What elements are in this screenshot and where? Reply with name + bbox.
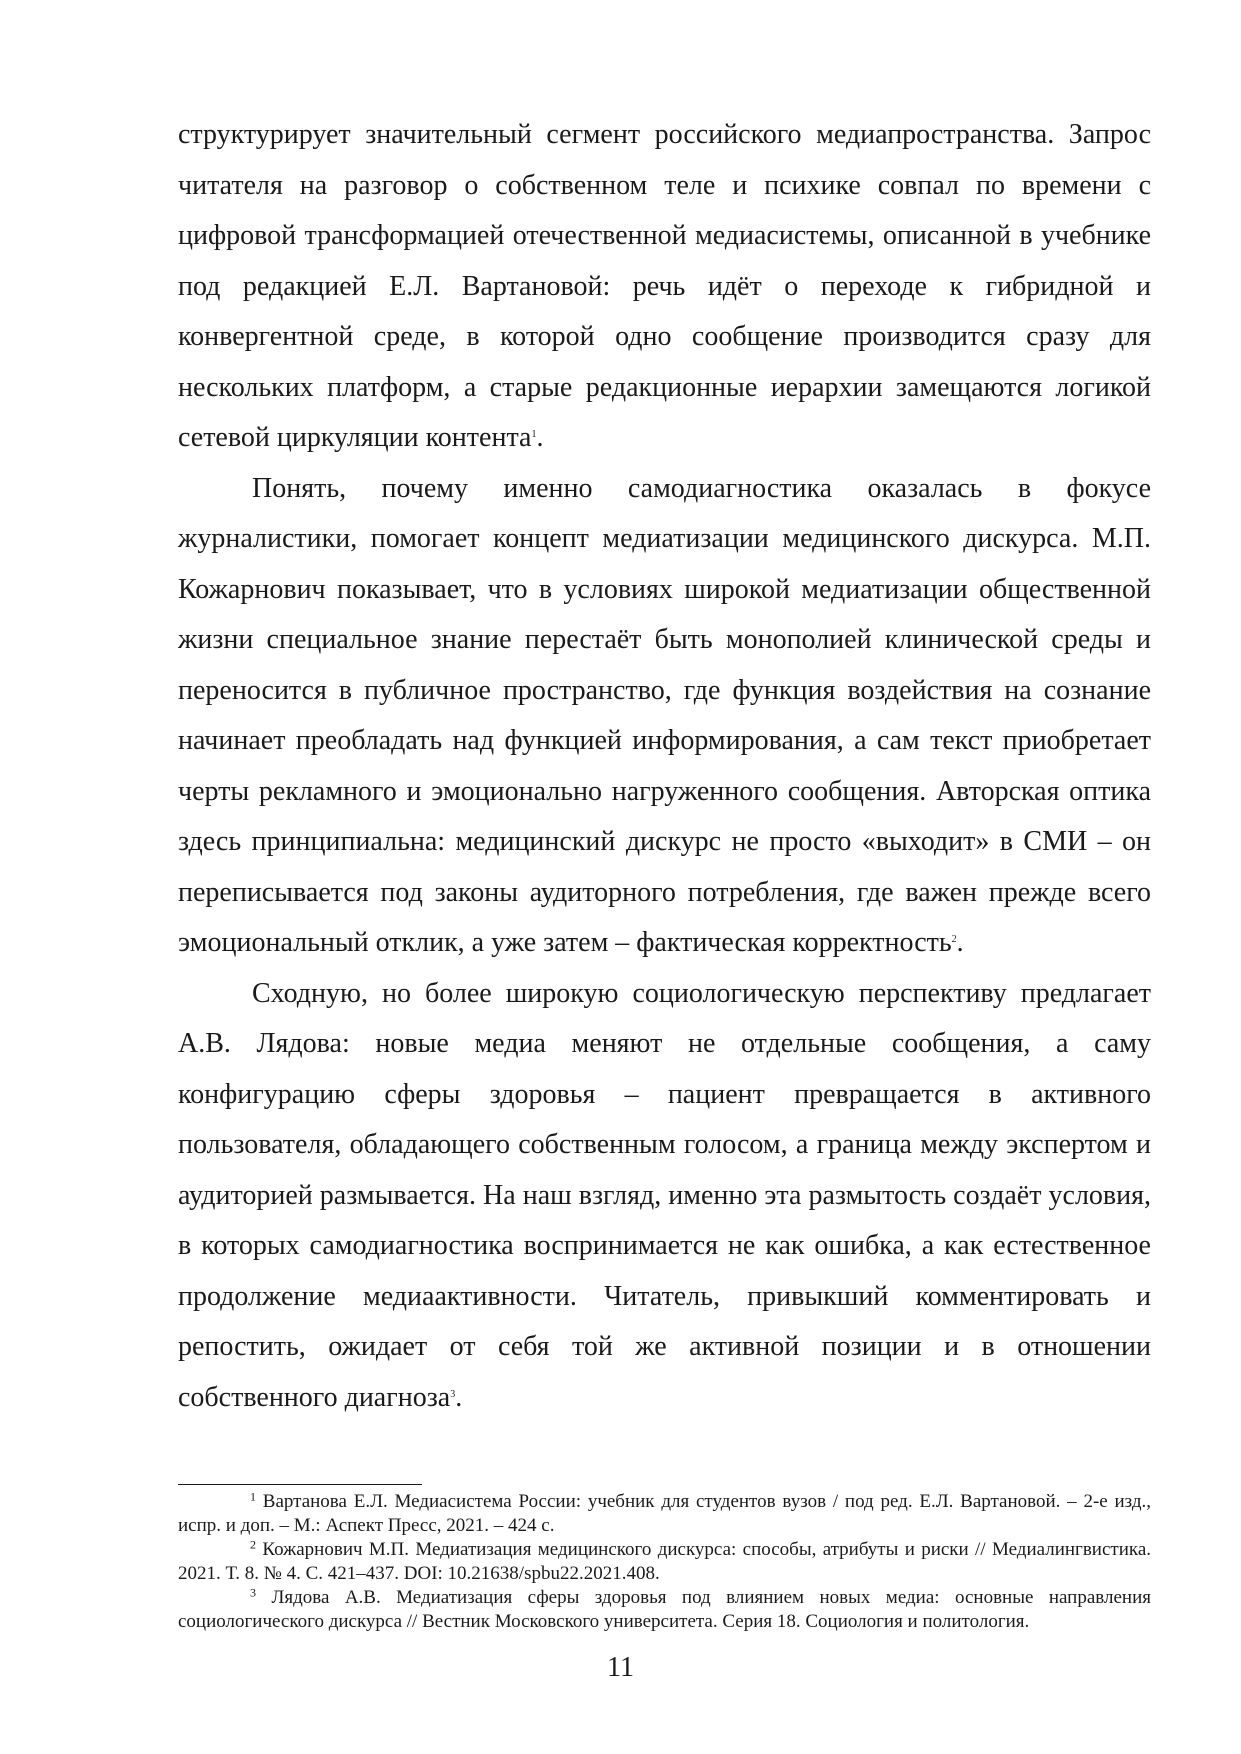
- footnote-3: [178, 1586, 1151, 1634]
- paragraph-text: Сходную, но более широкую социологическую перспективу предлагает А.В. Лядова: новые медиа меняют не отдельные сообщения, а саму конфигурацию сферы здоровья – пациент превращается в активного пользователя, обладающего собственным голосом, а граница между экспертом и аудиторией размывается. На наш взгляд, именно эта размытость создаёт условия, в которых самодиагностика воспринимается не как ошибка, а как естественное продолжение медиаактивности. Читатель, привыкший комментировать и репостить, ожидает от себя той же активной позиции и в отношении собственного диагноза: [178, 977, 1151, 1413]
- footnote-2: [178, 1538, 1151, 1586]
- footnote-text: Вартанова Е.Л. Медиасистема России: учебник для студентов вузов / под ред. Е.Л. Вартановой. – 2-е изд., испр. и доп. – М.: Аспект Пресс, 2021. – 424 с.: [178, 1491, 1152, 1536]
- footnote-number: 2: [250, 1537, 256, 1552]
- paragraph-text: Понять, почему именно самодиагностика оказалась в фокусе журналистики, помогает концепт медиатизации медицинского дискурса. М.П. Кожарнович показывает, что в условиях широкой медиатизации общественной жизни специальное знание перестаёт быть монополией клинической среды и переносится в публичное пространство, где функция воздействия на сознание начинает преобладать над функцией информирования, а сам текст приобретает черты рекламного и эмоционально нагруженного сообщения. Авторская оптика здесь принципиальна: медицинский дискурс не просто «выходит» в СМИ – он переписывается под законы аудиторного потребления, где важен прежде всего эмоциональный отклик, а уже затем – фактическая корректность: [178, 472, 1151, 958]
- footnote-text: Кожарнович М.П. Медиатизация медицинского дискурса: способы, атрибуты и риски // Медиалингвистика. 2021. Т. 8. № 4. С. 421–437. DOI: 10.21638/spbu22.2021.408.: [178, 1539, 1152, 1584]
- paragraph-2: [178, 464, 1151, 969]
- paragraph-end-punctuation: .: [956, 927, 964, 958]
- footnote-reference[interactable]: 1: [531, 429, 537, 440]
- paragraph-1: [178, 110, 1151, 464]
- paragraph-end-punctuation: .: [455, 1381, 463, 1413]
- page-number: 11: [607, 1652, 634, 1683]
- footnote-separator: [178, 1484, 422, 1485]
- paragraph-text: структурирует значительный сегмент российского медиапространства. Запрос читателя на разговор о собственном теле и психике совпал по времени с цифровой трансформацией отечественной медиасистемы, описанной в учебнике под редакцией Е.Л. Вартановой: речь идёт о переходе к гибридной и конвергентной среде, в которой одно сообщение производится сразу для нескольких платформ, а старые редакционные иерархии замещаются логикой сетевой циркуляции контента: [178, 119, 1151, 453]
- footnotes: [178, 1490, 1151, 1634]
- footnote-number: 1: [250, 1489, 256, 1504]
- footnote-text: Лядова А.В. Медиатизация сферы здоровья под влиянием новых медиа: основные направления социологического дискурса // Вестник Московского университета. Серия 18. Социология и политология.: [178, 1587, 1151, 1632]
- paragraph-end-punctuation: .: [536, 422, 544, 453]
- main-text: [178, 110, 1151, 1423]
- footnote-reference[interactable]: 3: [450, 1388, 456, 1400]
- footnote-1: [178, 1490, 1151, 1538]
- paragraph-3: [178, 969, 1151, 1424]
- footnote-reference[interactable]: 2: [951, 934, 957, 945]
- footnote-number: 3: [250, 1585, 256, 1600]
